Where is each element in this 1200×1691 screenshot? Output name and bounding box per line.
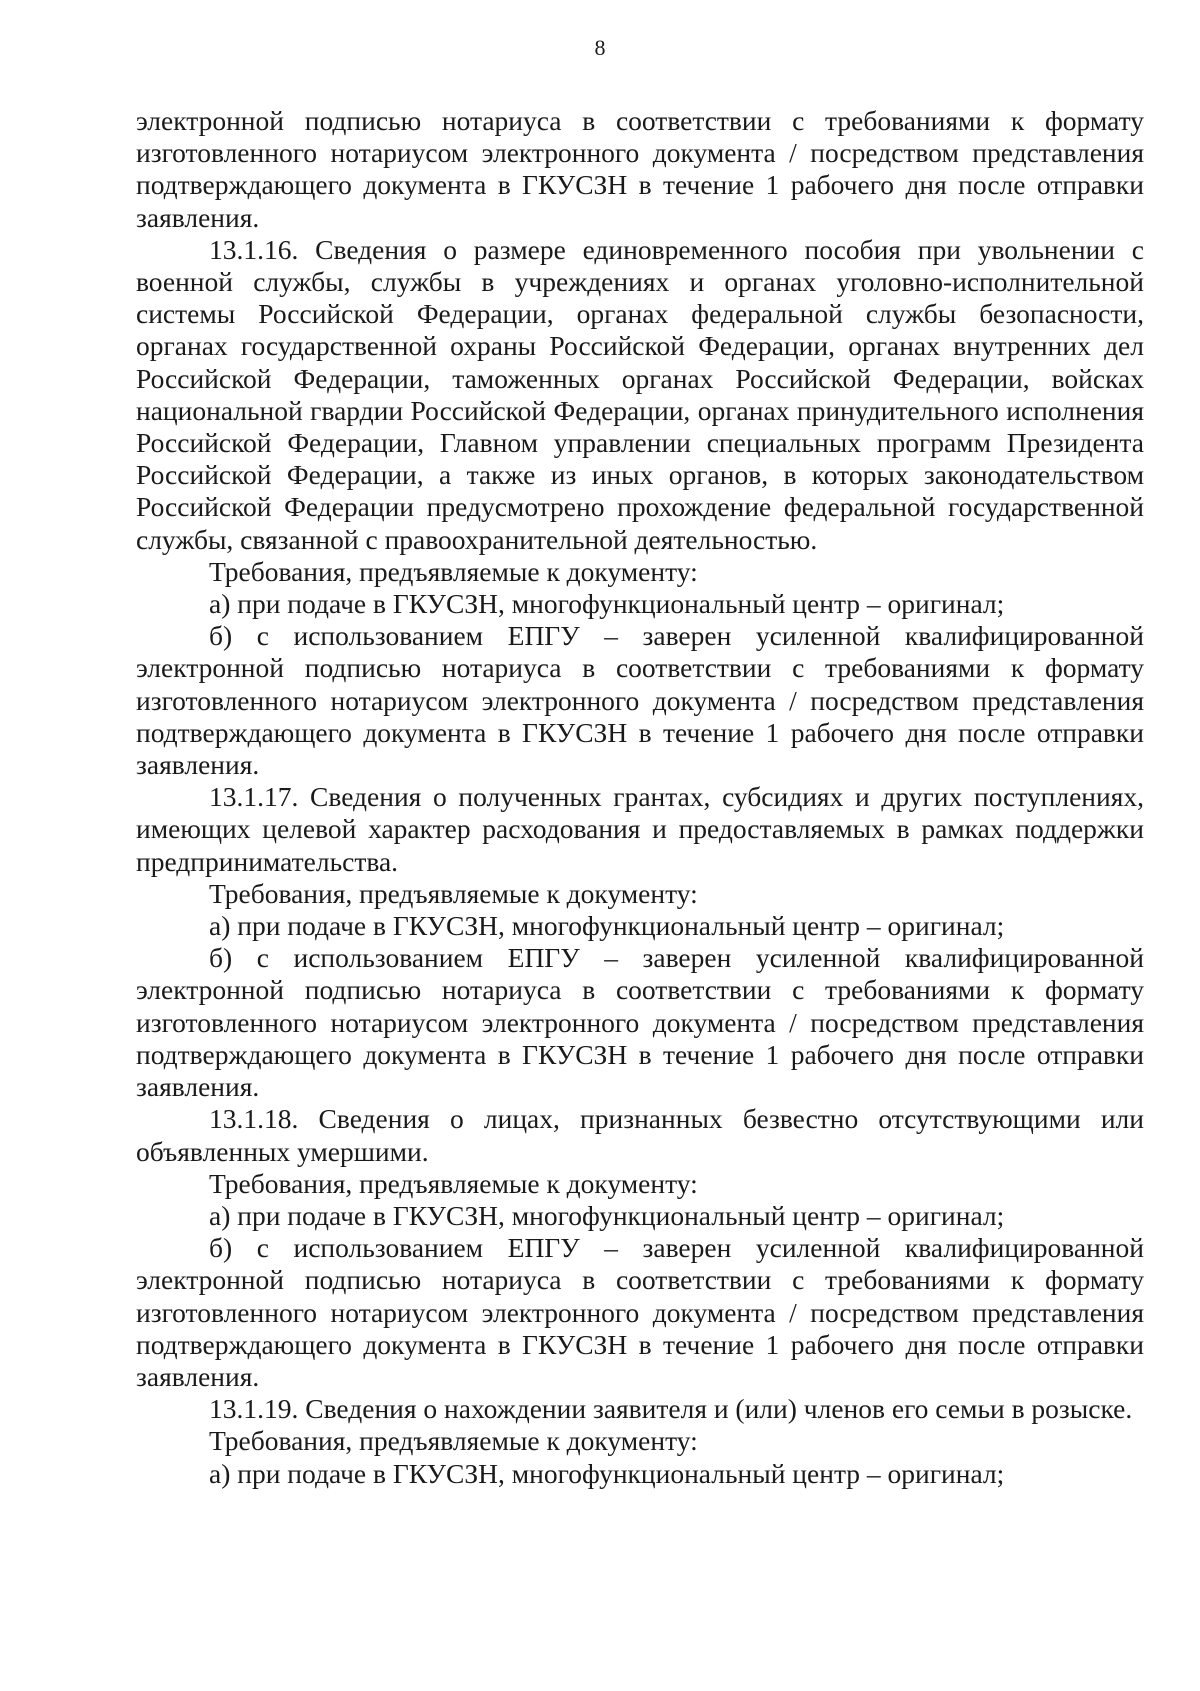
requirement-item-a: а) при подаче в ГКУСЗН, многофункциональный центр – оригинал; (209, 588, 1005, 620)
requirement-item-a: а) при подаче в ГКУСЗН, многофункциональный центр – оригинал; (209, 1199, 1005, 1231)
page-number: 8 (594, 35, 606, 60)
paragraph-continuation: электронной подписью нотариуса в соответствии с требованиями к формату изготовленного нотариусом электронного документа / посредством представления подтверждающего документа в ГКУСЗН в течение 1 рабочего дня после отправки заявления. (136, 105, 1144, 233)
requirements-heading: Требования, предъявляемые к документу: (209, 1425, 698, 1457)
requirement-item-a: а) при подаче в ГКУСЗН, многофункциональный центр – оригинал; (209, 1457, 1005, 1489)
requirements-heading: Требования, предъявляемые к документу: (209, 1167, 698, 1199)
requirement-item-b: б) с использованием ЕПГУ – заверен усиленной квалифицированной электронной подписью нотариуса в соответствии с требованиями к формату изготовленного нотариусом электронного документа / посредством представления подтверждающего документа в ГКУСЗН в течение 1 рабочего дня после отправки заявления. (136, 620, 1144, 781)
requirement-item-a: а) при подаче в ГКУСЗН, многофункциональный центр – оригинал; (209, 910, 1005, 942)
requirements-heading: Требования, предъявляемые к документу: (209, 877, 698, 909)
requirement-item-b: б) с использованием ЕПГУ – заверен усиленной квалифицированной электронной подписью нотариуса в соответствии с требованиями к формату изготовленного нотариусом электронного документа / посредством представления подтверждающего документа в ГКУСЗН в течение 1 рабочего дня после отправки заявления. (136, 942, 1144, 1103)
paragraph-13-1-17: 13.1.17. Сведения о полученных грантах, субсидиях и других поступлениях, имеющих целевой характер расходования и предоставляемых в рамках поддержки предпринимательства. (136, 781, 1144, 877)
paragraph-13-1-16: 13.1.16. Сведения о размере единовременного пособия при увольнении с военной службы, службы в учреждениях и органах уголовно-исполнительной системы Российской Федерации, органах федеральной службы безопасности, органах государственной охраны Российской Федерации, органах внутренних дел Российской Федерации, таможенных органах Российской Федерации, войсках национальной гвардии Российской Федерации, органах принудительного исполнения Российской Федерации, Главном управлении специальных программ Президента Российской Федерации, а также из иных органов, в которых законодательством Российской Федерации предусмотрено прохождение федеральной государственной службы, связанной с правоохранительной деятельностью. (136, 233, 1144, 555)
paragraph-13-1-18: 13.1.18. Сведения о лицах, признанных безвестно отсутствующими или объявленных умершими. (136, 1103, 1144, 1167)
requirements-heading: Требования, предъявляемые к документу: (209, 555, 698, 587)
requirement-item-b: б) с использованием ЕПГУ – заверен усиленной квалифицированной электронной подписью нотариуса в соответствии с требованиями к формату изготовленного нотариусом электронного документа / посредством представления подтверждающего документа в ГКУСЗН в течение 1 рабочего дня после отправки заявления. (136, 1232, 1144, 1392)
paragraph-13-1-19: 13.1.19. Сведения о нахождении заявителя и (или) членов его семьи в розыске. (209, 1393, 1133, 1425)
document-body (136, 105, 1144, 1490)
